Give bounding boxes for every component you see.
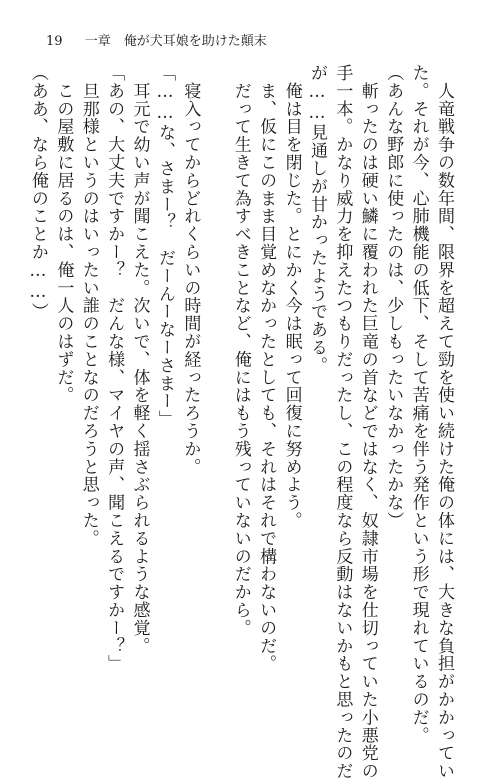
text-line: 手一本。かなり威力を抑えたつもりだったし、この程度なら反動はないかもと思ったのだ xyxy=(332,64,353,780)
text-line: この屋敷に居るのは、俺一人のはずだ。 xyxy=(53,64,74,405)
text-line: 斬ったのは硬い鱗に覆われた巨竜の首などではなく、奴隷市場を仕切っていた小悪党の xyxy=(357,64,378,780)
vertical-body-text xyxy=(27,64,456,780)
chapter-title: 一章 俺が犬耳娘を助けた顛末 xyxy=(84,34,267,49)
text-line: が……見通しが甘かったようである。 xyxy=(306,64,327,375)
text-line: 旦那様というのはいったい誰のことなのだろうと思った。 xyxy=(78,64,99,548)
text-line: （ああ、なら俺のことか……） xyxy=(27,64,48,321)
running-header xyxy=(46,30,267,49)
text-line: （あんな野郎に使ったのは、少しもったいなかったかな） xyxy=(383,64,404,530)
text-line: だって生きて為すべきことなど、俺にはもう残っていないのだから。 xyxy=(230,64,251,637)
text-line: た。それが今、心肺機能の低下、そして苦痛を伴う発作という形で現れているのだ。 xyxy=(408,64,429,745)
text-line: ま、仮にこのまま目覚めなかったとしても、それはそれで構わないのだ。 xyxy=(256,64,277,673)
page-number: 19 xyxy=(46,34,63,49)
text-line: 寝入ってからどれくらいの時間が経ったろうか。 xyxy=(180,64,201,476)
text-line: 人竜戦争の数年間、限界を超えて勁を使い続けた俺の体には、大きな負担がかかってい xyxy=(434,64,454,780)
scene-break xyxy=(202,64,227,674)
text-line: 「あの、大丈夫ですかー？ だんな様、マイヤの声、聞こえるですかー？」 xyxy=(104,64,125,673)
text-line: 「……な、さまー？ だーんーなーさまー」 xyxy=(154,64,175,428)
text-line: 俺は目を閉じた。とにかく今は眠って回復に努めよう。 xyxy=(281,64,302,530)
text-line: 耳元で幼い声が聞こえた。次いで、体を軽く揺さぶられるような感覚。 xyxy=(129,64,150,655)
